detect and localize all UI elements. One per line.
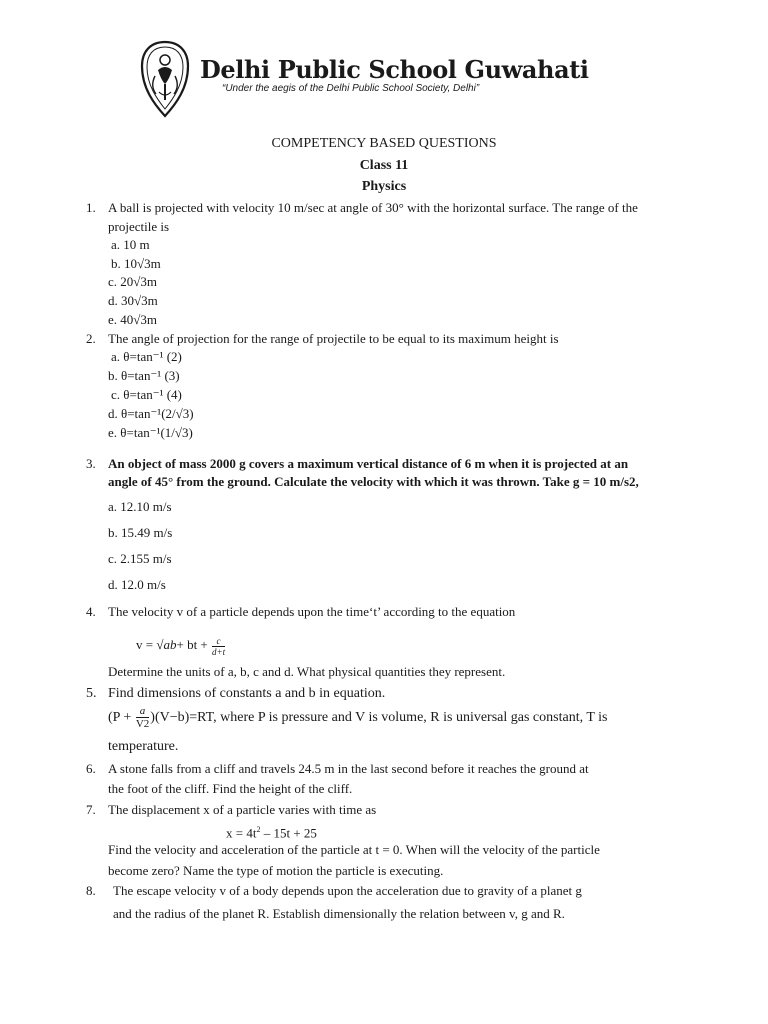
school-name: Delhi Public School Guwahati bbox=[200, 55, 589, 84]
question-number: 5. bbox=[86, 686, 97, 701]
question-text: Determine the units of a, b, c and d. What physical quantities they represent. bbox=[108, 664, 506, 679]
answer-option: b. 10√3m bbox=[111, 256, 161, 271]
question-text: the foot of the cliff. Find the height of the cliff. bbox=[108, 781, 353, 796]
question-number: 6. bbox=[86, 761, 96, 776]
answer-option: b. θ=tan⁻¹ (3) bbox=[108, 368, 180, 383]
question-number: 1. bbox=[86, 200, 96, 215]
answer-option: d. θ=tan⁻¹(2/√3) bbox=[108, 406, 194, 421]
question-number: 4. bbox=[86, 604, 96, 619]
question-number: 8. bbox=[86, 883, 96, 898]
question-text: Find the velocity and acceleration of the particle at t = 0. When will the velocity of the particle bbox=[108, 842, 600, 857]
fraction bbox=[212, 636, 225, 657]
question-text: A ball is projected with velocity 10 m/sec at angle of 30° with the horizontal surface. The range of the bbox=[108, 200, 638, 215]
document-title: COMPETENCY BASED QUESTIONS bbox=[271, 136, 497, 151]
question-number: 2. bbox=[86, 331, 96, 346]
fraction-numerator: a bbox=[136, 705, 149, 718]
question-text: The escape velocity v of a body depends upon the acceleration due to gravity of a planet g bbox=[113, 883, 582, 898]
equation-mid: + bt + bbox=[176, 637, 212, 652]
fraction-denominator: V2 bbox=[135, 718, 150, 731]
question-text: The displacement x of a particle varies with time as bbox=[108, 802, 377, 817]
answer-option: e. θ=tan⁻¹(1/√3) bbox=[108, 425, 193, 440]
equation-root: √ab bbox=[156, 637, 177, 652]
question-text: An object of mass 2000 g covers a maximum vertical distance of 6 m when it is projected at an bbox=[108, 456, 629, 471]
subject-heading: Physics bbox=[361, 179, 407, 194]
class-heading: Class 11 bbox=[359, 158, 409, 173]
equation-suffix: – 15t + 25 bbox=[260, 825, 317, 841]
equation bbox=[226, 820, 317, 842]
question-text: temperature. bbox=[108, 739, 179, 754]
equation bbox=[136, 632, 226, 658]
answer-option: c. θ=tan⁻¹ (4) bbox=[111, 387, 182, 402]
fraction-denominator: d+t bbox=[212, 646, 226, 657]
fraction bbox=[136, 705, 149, 730]
question-text: The angle of projection for the range of projectile to be equal to its maximum height is bbox=[108, 331, 559, 346]
question-text: The velocity v of a particle depends upon the time‘t’ according to the equation bbox=[108, 604, 516, 619]
equation-prefix: (P + bbox=[108, 710, 135, 725]
question-number: 3. bbox=[86, 456, 96, 471]
answer-option: a. θ=tan⁻¹ (2) bbox=[111, 349, 182, 364]
answer-option: e. 40√3m bbox=[108, 312, 158, 327]
question-text: become zero? Name the type of motion the particle is executing. bbox=[108, 863, 444, 878]
school-tagline: “Under the aegis of the Delhi Public School Society, Delhi” bbox=[222, 83, 480, 94]
equation-prefix: v = bbox=[136, 637, 157, 652]
question-text: and the radius of the planet R. Establish dimensionally the relation between v, g and R. bbox=[113, 906, 565, 921]
question-text: A stone falls from a cliff and travels 24.5 m in the last second before it reaches the ground at bbox=[108, 761, 589, 776]
question-text: Find dimensions of constants a and b in equation. bbox=[108, 686, 386, 701]
equation-suffix: )(V−b)=RT, where P is pressure and V is volume, R is universal gas constant, T is bbox=[150, 710, 608, 725]
question-text: angle of 45° from the ground. Calculate the velocity with which it was thrown. Take g = 10 m/s2, bbox=[108, 474, 639, 489]
answer-option: c. 20√3m bbox=[108, 274, 158, 289]
answer-option: d. 30√3m bbox=[108, 293, 158, 308]
answer-option: d. 12.0 m/s bbox=[108, 577, 166, 592]
answer-option: a. 12.10 m/s bbox=[108, 499, 172, 514]
answer-option: c. 2.155 m/s bbox=[108, 551, 172, 566]
answer-option: b. 15.49 m/s bbox=[108, 525, 173, 540]
fraction-numerator: c bbox=[212, 636, 225, 647]
school-crest-logo bbox=[138, 40, 192, 118]
equation bbox=[108, 703, 607, 733]
equation-exponent: 2 bbox=[256, 825, 261, 834]
question-text: projectile is bbox=[108, 219, 170, 234]
answer-option: a. 10 m bbox=[111, 237, 150, 252]
equation-prefix: x = 4t bbox=[226, 825, 257, 841]
question-number: 7. bbox=[86, 802, 96, 817]
